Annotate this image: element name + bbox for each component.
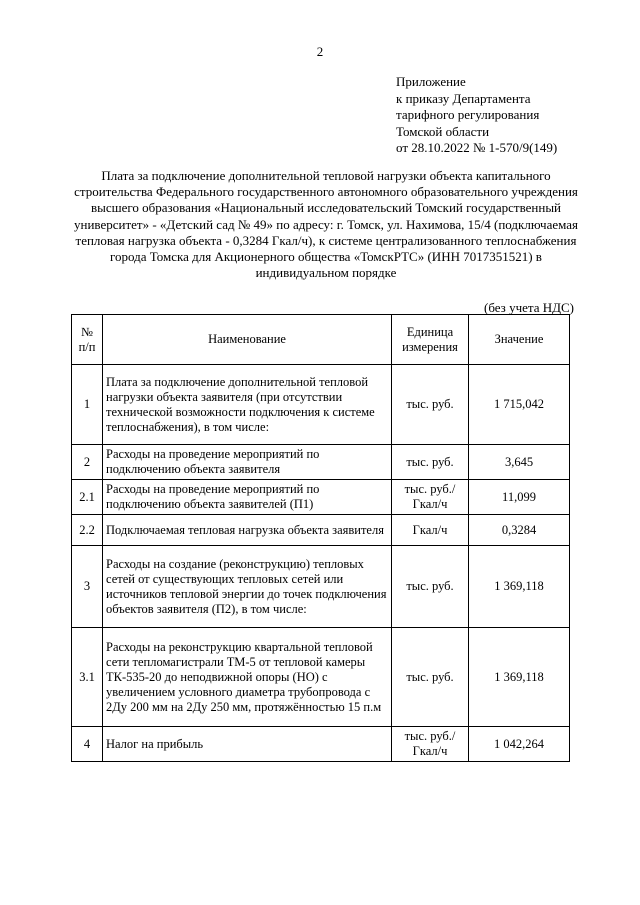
header-name: Наименование [103, 315, 392, 365]
row-unit: тыс. руб. [392, 445, 469, 480]
row-value: 1 369,118 [469, 628, 570, 727]
table-row [72, 515, 570, 546]
vat-note: (без учета НДС) [483, 300, 574, 315]
row-num: 2.1 [72, 480, 103, 515]
row-unit: тыс. руб./ Гкал/ч [392, 727, 469, 762]
appendix-line: от 28.10.2022 № 1-570/9(149) [396, 140, 558, 155]
fee-table [71, 314, 570, 762]
header-unit: Единица измерения [392, 315, 469, 365]
appendix-line: Приложение [396, 74, 466, 89]
row-unit: тыс. руб. [392, 546, 469, 628]
appendix-block [396, 74, 557, 157]
row-name: Расходы на проведение мероприятий по подключению объекта заявителя [103, 445, 392, 480]
row-name: Подключаемая тепловая нагрузка объекта заявителя [103, 515, 392, 546]
table-row [72, 365, 570, 445]
row-value: 3,645 [469, 445, 570, 480]
table-row [72, 546, 570, 628]
row-name: Расходы на проведение мероприятий по подключению объекта заявителей (П1) [103, 480, 392, 515]
row-num: 3 [72, 546, 103, 628]
row-value: 1 042,264 [469, 727, 570, 762]
page-number: 2 [316, 44, 324, 59]
row-num: 4 [72, 727, 103, 762]
row-name: Налог на прибыль [103, 727, 392, 762]
row-value: 11,099 [469, 480, 570, 515]
document-title: Плата за подключение дополнительной тепловой нагрузки объекта капитального строительства Федерального государственного автономного образовательного учреждения высшего образования «Национальный исследовательский Томский государственный университет» - «Детский сад № 49» по адресу: г. Томск, ул. Нахимова, 15/4 (подключаемая тепловая нагрузка объекта - 0,3284 Гкал/ч), к системе централизованного теплоснабжения города Томска для Акционерного общества «ТомскРТС» (ИНН 7017351521) в индивидуальном порядке [73, 168, 579, 281]
row-unit: тыс. руб./ Гкал/ч [392, 480, 469, 515]
table-row [72, 628, 570, 727]
header-num: № п/п [72, 315, 103, 365]
appendix-line: Томской области [396, 123, 490, 139]
row-unit: тыс. руб. [392, 628, 469, 727]
row-num: 2.2 [72, 515, 103, 546]
row-unit: тыс. руб. [392, 365, 469, 445]
row-num: 3.1 [72, 628, 103, 727]
table-header-row [72, 315, 570, 365]
appendix-line: к приказу Департамента [396, 90, 531, 106]
table-row [72, 480, 570, 515]
row-value: 0,3284 [469, 515, 570, 546]
row-name: Расходы на реконструкцию квартальной тепловой сети тепломагистрали ТМ-5 от тепловой камеры ТК-535-20 до неподвижной опоры (НО) с увеличением условного диаметра трубопровода с 2Ду 200 мм на 2Ду 250 мм, протяжённостью 15 п.м [103, 628, 392, 727]
appendix-line: тарифного регулирования [396, 107, 540, 122]
table-row [72, 727, 570, 762]
row-value: 1 369,118 [469, 546, 570, 628]
row-unit: Гкал/ч [392, 515, 469, 546]
table-row [72, 445, 570, 480]
row-name: Плата за подключение дополнительной тепловой нагрузки объекта заявителя (при отсутствии технической возможности подключения к системе теплоснабжения), в том числе: [103, 365, 392, 445]
row-value: 1 715,042 [469, 365, 570, 445]
row-name: Расходы на создание (реконструкцию) тепловых сетей от существующих тепловых сетей или источников тепловой энергии до точек подключения объектов заявителя (П2), в том числе: [103, 546, 392, 628]
header-value: Значение [469, 315, 570, 365]
row-num: 2 [72, 445, 103, 480]
row-num: 1 [72, 365, 103, 445]
